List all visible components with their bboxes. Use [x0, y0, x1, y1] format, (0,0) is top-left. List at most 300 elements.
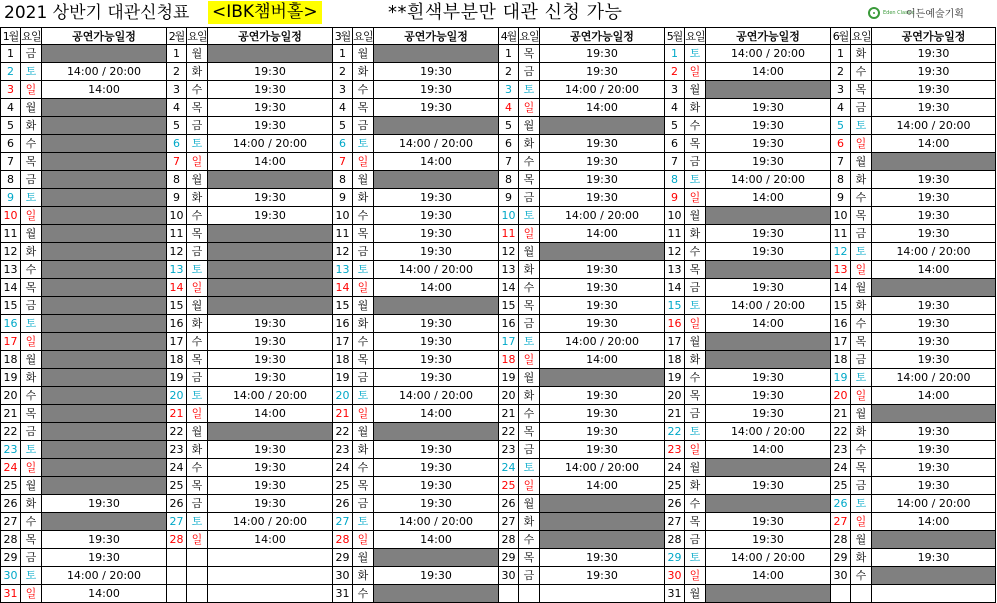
date-cell: 24 [167, 459, 187, 476]
blocked-slot-cell [42, 153, 166, 170]
available-slot-cell[interactable]: 14:00 [254, 407, 286, 420]
available-slot-cell[interactable]: 19:30 [586, 191, 618, 204]
weekday-cell: 금 [685, 153, 706, 170]
date-cell: 7 [333, 153, 353, 170]
date-cell: 9 [1, 189, 21, 206]
day-row [333, 135, 498, 153]
available-slot-cell[interactable]: 19:30 [420, 479, 452, 492]
day-row [831, 459, 995, 477]
month-header-row [1, 27, 166, 45]
date-cell: 24 [831, 459, 851, 476]
weekday-cell: 토 [851, 369, 872, 386]
company-logo [868, 5, 964, 20]
day-row [665, 423, 830, 441]
available-slot-cell[interactable]: 14:00 / 20:00 [730, 173, 806, 186]
available-slot-cell[interactable]: 19:30 [917, 101, 950, 114]
weekday-cell: 월 [519, 369, 540, 386]
day-row [167, 135, 332, 153]
day-row [1, 225, 166, 243]
weekday-cell: 월 [851, 153, 872, 170]
available-slot-cell[interactable]: 19:30 [88, 533, 120, 546]
date-cell: 3 [831, 81, 851, 98]
date-cell: 15 [831, 297, 851, 314]
date-cell: 22 [1, 423, 21, 440]
available-slot-cell[interactable]: 14:00 [254, 155, 286, 168]
day-row [665, 333, 830, 351]
sheet-header [0, 0, 997, 27]
available-slot-cell[interactable]: 19:30 [917, 443, 950, 456]
available-slot-cell[interactable]: 19:30 [420, 65, 452, 78]
weekday-cell: 수 [21, 387, 42, 404]
available-slot-cell[interactable]: 19:30 [752, 479, 784, 492]
available-slot-cell[interactable]: 19:30 [917, 317, 950, 330]
available-slot-cell[interactable]: 19:30 [752, 281, 784, 294]
day-row [1, 531, 166, 549]
slot-header: 공연가능일정 [736, 30, 800, 43]
available-slot-cell[interactable]: 14:00 [752, 569, 784, 582]
available-slot-cell[interactable]: 19:30 [420, 209, 452, 222]
available-slot-cell[interactable]: 19:30 [420, 461, 452, 474]
available-slot-cell[interactable]: 19:30 [586, 317, 618, 330]
date-cell: 21 [333, 405, 353, 422]
blocked-slot-cell [872, 279, 995, 296]
weekday-cell: 월 [685, 585, 706, 602]
available-slot-cell[interactable]: 19:30 [586, 263, 618, 276]
available-slot-cell[interactable]: 19:30 [420, 83, 452, 96]
date-cell: 29 [1, 549, 21, 566]
available-slot-cell[interactable]: 19:30 [917, 83, 950, 96]
available-slot-cell[interactable]: 19:30 [917, 65, 950, 78]
day-row [831, 513, 995, 531]
weekday-cell: 토 [187, 261, 208, 278]
available-slot-cell[interactable]: 19:30 [254, 443, 286, 456]
weekday-cell: 화 [187, 189, 208, 206]
date-cell: 14 [167, 279, 187, 296]
date-cell: 23 [831, 441, 851, 458]
available-slot-cell[interactable]: 19:30 [586, 425, 618, 438]
available-slot-cell[interactable]: 14:00 [917, 389, 950, 402]
day-row [499, 315, 664, 333]
available-slot-cell[interactable]: 19:30 [917, 353, 950, 366]
available-slot-cell[interactable]: 14:00 [752, 65, 784, 78]
available-slot-cell[interactable]: 14:00 [88, 587, 120, 600]
available-slot-cell[interactable]: 14:00 [752, 443, 784, 456]
available-slot-cell[interactable]: 19:30 [254, 461, 286, 474]
weekday-cell: 목 [685, 261, 706, 278]
day-row [1, 369, 166, 387]
available-slot-cell[interactable]: 19:30 [752, 371, 784, 384]
available-slot-cell[interactable]: 19:30 [917, 461, 950, 474]
available-slot-cell[interactable]: 19:30 [917, 47, 950, 60]
day-row [499, 207, 664, 225]
weekday-cell: 일 [519, 477, 540, 494]
available-slot-cell[interactable]: 14:00 [752, 191, 784, 204]
date-cell: 7 [831, 153, 851, 170]
available-slot-cell[interactable]: 14:00 / 20:00 [730, 47, 806, 60]
weekday-cell: 토 [519, 333, 540, 350]
available-slot-cell[interactable]: 14:00 / 20:00 [730, 299, 806, 312]
available-slot-cell[interactable]: 19:30 [254, 479, 286, 492]
date-cell: 26 [167, 495, 187, 512]
weekday-cell: 금 [187, 369, 208, 386]
available-slot-cell[interactable]: 19:30 [917, 551, 950, 564]
available-slot-cell[interactable]: 19:30 [586, 443, 618, 456]
weekday-cell: 토 [21, 441, 42, 458]
date-cell [167, 549, 187, 566]
day-row [831, 117, 995, 135]
day-row [665, 63, 830, 81]
available-slot-cell[interactable]: 19:30 [586, 155, 618, 168]
day-row [1, 189, 166, 207]
available-slot-cell[interactable]: 14:00 / 20:00 [398, 137, 474, 150]
available-slot-cell[interactable]: 19:30 [752, 155, 784, 168]
available-slot-cell[interactable]: 14:00 / 20:00 [66, 65, 142, 78]
weekday-cell: 토 [685, 549, 706, 566]
date-cell: 25 [831, 477, 851, 494]
day-row [1, 243, 166, 261]
date-cell: 7 [499, 153, 519, 170]
weekday-cell: 화 [353, 315, 374, 332]
available-slot-cell[interactable]: 19:30 [917, 227, 950, 240]
available-slot-cell[interactable]: 19:30 [420, 569, 452, 582]
available-slot-cell[interactable]: 19:30 [586, 299, 618, 312]
blocked-slot-cell [42, 351, 166, 368]
logo-subtext: Eden Classic [883, 9, 915, 16]
weekday-cell: 화 [685, 225, 706, 242]
weekday-cell: 화 [851, 171, 872, 188]
date-cell: 1 [665, 45, 685, 62]
available-slot-cell[interactable]: 19:30 [420, 191, 452, 204]
day-row [831, 153, 995, 171]
available-slot-cell[interactable]: 19:30 [752, 245, 784, 258]
available-slot-cell[interactable]: 19:30 [586, 137, 618, 150]
day-row [167, 297, 332, 315]
weekday-cell: 월 [851, 279, 872, 296]
day-row [333, 81, 498, 99]
day-row [665, 207, 830, 225]
available-slot-cell[interactable]: 19:30 [254, 101, 286, 114]
available-slot-cell[interactable]: 14:00 / 20:00 [564, 83, 640, 96]
available-slot-cell[interactable]: 19:30 [752, 389, 784, 402]
month-label: 6월 [831, 28, 851, 44]
date-cell: 1 [333, 45, 353, 62]
available-slot-cell[interactable]: 14:00 [586, 479, 618, 492]
day-row [665, 45, 830, 63]
available-slot-cell[interactable]: 19:30 [88, 497, 120, 510]
weekday-cell: 수 [685, 243, 706, 260]
available-slot-cell[interactable]: 14:00 / 20:00 [896, 497, 971, 510]
weekday-cell: 토 [851, 495, 872, 512]
available-slot-cell[interactable]: 19:30 [420, 245, 452, 258]
date-cell: 28 [333, 531, 353, 548]
date-cell: 23 [665, 441, 685, 458]
available-slot-cell[interactable]: 14:00 [586, 353, 618, 366]
date-cell: 15 [665, 297, 685, 314]
available-slot-cell[interactable]: 14:00 [586, 227, 618, 240]
date-cell: 13 [831, 261, 851, 278]
weekday-cell: 일 [685, 63, 706, 80]
blocked-slot-cell [42, 279, 166, 296]
available-slot-cell[interactable]: 19:30 [420, 443, 452, 456]
weekday-cell: 금 [519, 567, 540, 584]
weekday-cell: 월 [685, 333, 706, 350]
weekday-cell: 화 [851, 297, 872, 314]
available-slot-cell[interactable]: 19:30 [254, 353, 286, 366]
date-cell: 22 [665, 423, 685, 440]
available-slot-cell[interactable]: 19:30 [420, 497, 452, 510]
date-cell: 17 [665, 333, 685, 350]
available-slot-cell[interactable]: 19:30 [917, 191, 950, 204]
available-slot-cell[interactable]: 19:30 [254, 335, 286, 348]
available-slot-cell[interactable]: 19:30 [917, 173, 950, 186]
weekday-cell: 화 [519, 135, 540, 152]
day-row [831, 387, 995, 405]
available-slot-cell[interactable]: 14:00 / 20:00 [896, 371, 971, 384]
available-slot-cell[interactable]: 19:30 [254, 317, 286, 330]
available-slot-cell[interactable]: 19:30 [586, 407, 618, 420]
date-cell: 18 [831, 351, 851, 368]
weekday-cell [187, 549, 208, 566]
available-slot-cell[interactable]: 14:00 / 20:00 [730, 551, 806, 564]
weekday-cell: 월 [353, 171, 374, 188]
sheet-title: 2021 상반기 대관신청표 [4, 3, 190, 23]
available-slot-cell[interactable]: 14:00 / 20:00 [398, 515, 474, 528]
available-slot-cell[interactable]: 14:00 / 20:00 [564, 461, 640, 474]
date-cell: 8 [665, 171, 685, 188]
weekday-cell: 금 [187, 117, 208, 134]
date-cell [499, 585, 519, 602]
available-slot-cell[interactable]: 14:00 / 20:00 [66, 569, 142, 582]
day-row [167, 549, 332, 567]
available-slot-cell[interactable]: 19:30 [752, 119, 784, 132]
available-slot-cell[interactable]: 19:30 [586, 551, 618, 564]
date-cell: 24 [665, 459, 685, 476]
weekday-cell: 월 [353, 549, 374, 566]
date-cell: 9 [167, 189, 187, 206]
date-cell: 6 [1, 135, 21, 152]
day-row [333, 477, 498, 495]
month-column [332, 27, 498, 603]
date-cell: 27 [499, 513, 519, 530]
available-slot-cell[interactable]: 19:30 [254, 209, 286, 222]
available-slot-cell[interactable]: 19:30 [254, 83, 286, 96]
date-cell: 25 [333, 477, 353, 494]
available-slot-cell[interactable]: 19:30 [752, 515, 784, 528]
available-slot-cell[interactable]: 19:30 [254, 119, 286, 132]
available-slot-cell[interactable]: 14:00 / 20:00 [232, 389, 308, 402]
weekday-cell: 토 [21, 567, 42, 584]
date-cell: 19 [1, 369, 21, 386]
date-cell: 15 [333, 297, 353, 314]
weekday-cell: 화 [685, 99, 706, 116]
available-slot-cell[interactable]: 19:30 [917, 335, 950, 348]
blocked-slot-cell [42, 243, 166, 260]
day-row [499, 117, 664, 135]
weekday-cell: 화 [353, 567, 374, 584]
blocked-slot-cell [872, 405, 995, 422]
weekday-cell: 수 [187, 207, 208, 224]
available-slot-cell[interactable]: 14:00 [88, 83, 120, 96]
available-slot-cell[interactable]: 19:30 [917, 479, 950, 492]
blocked-slot-cell [208, 423, 332, 440]
available-slot-cell[interactable]: 14:00 / 20:00 [398, 263, 474, 276]
date-cell: 17 [333, 333, 353, 350]
date-cell: 9 [499, 189, 519, 206]
date-cell: 21 [665, 405, 685, 422]
available-slot-cell[interactable]: 19:30 [420, 101, 452, 114]
weekday-cell: 일 [21, 207, 42, 224]
available-slot-cell[interactable]: 14:00 [420, 281, 452, 294]
month-header-row [499, 27, 664, 45]
available-slot-cell[interactable]: 14:00 / 20:00 [730, 425, 806, 438]
weekday-cell: 수 [519, 279, 540, 296]
available-slot-cell[interactable]: 19:30 [420, 335, 452, 348]
date-cell: 8 [499, 171, 519, 188]
available-slot-cell[interactable]: 14:00 / 20:00 [232, 137, 308, 150]
weekday-cell: 목 [519, 45, 540, 62]
weekday-cell: 수 [519, 153, 540, 170]
available-slot-cell[interactable]: 19:30 [586, 173, 618, 186]
date-cell: 31 [1, 585, 21, 602]
weekday-header: 요일 [685, 30, 705, 43]
available-slot-cell[interactable]: 19:30 [917, 299, 950, 312]
available-slot-cell[interactable]: 19:30 [752, 101, 784, 114]
available-slot-cell[interactable]: 19:30 [752, 227, 784, 240]
available-slot-cell[interactable]: 19:30 [420, 371, 452, 384]
available-slot-cell[interactable]: 14:00 / 20:00 [564, 335, 640, 348]
date-cell [831, 585, 851, 602]
day-row [665, 567, 830, 585]
available-slot-cell[interactable]: 19:30 [254, 371, 286, 384]
available-slot-cell[interactable]: 14:00 / 20:00 [896, 119, 971, 132]
day-row [665, 405, 830, 423]
date-cell: 13 [1, 261, 21, 278]
blocked-slot-cell [374, 297, 498, 314]
available-slot-cell[interactable]: 14:00 / 20:00 [896, 245, 971, 258]
available-slot-cell[interactable]: 19:30 [917, 425, 950, 438]
available-slot-cell[interactable]: 14:00 [420, 407, 452, 420]
available-slot-cell[interactable]: 19:30 [254, 191, 286, 204]
available-slot-cell[interactable]: 14:00 [917, 515, 950, 528]
weekday-cell: 토 [685, 423, 706, 440]
date-cell: 11 [831, 225, 851, 242]
weekday-cell [519, 585, 540, 602]
available-slot-cell[interactable]: 19:30 [420, 317, 452, 330]
weekday-cell: 토 [353, 261, 374, 278]
weekday-cell: 수 [21, 513, 42, 530]
day-row [167, 45, 332, 63]
available-slot-cell[interactable]: 14:00 / 20:00 [398, 389, 474, 402]
day-row [333, 495, 498, 513]
weekday-cell: 일 [685, 441, 706, 458]
weekday-cell: 금 [519, 63, 540, 80]
weekday-header: 요일 [851, 30, 871, 43]
available-slot-cell[interactable]: 14:00 [254, 533, 286, 546]
available-slot-cell[interactable]: 19:30 [752, 137, 784, 150]
available-slot-cell[interactable]: 19:30 [752, 407, 784, 420]
available-slot-cell[interactable]: 19:30 [88, 551, 120, 564]
date-cell: 13 [333, 261, 353, 278]
day-row [831, 585, 995, 603]
day-row [831, 63, 995, 81]
available-slot-cell[interactable]: 14:00 [420, 155, 452, 168]
weekday-cell: 수 [685, 369, 706, 386]
date-cell: 23 [167, 441, 187, 458]
available-slot-cell[interactable]: 14:00 [586, 101, 618, 114]
weekday-cell: 금 [21, 171, 42, 188]
weekday-cell: 일 [187, 279, 208, 296]
date-cell: 7 [167, 153, 187, 170]
available-slot-cell[interactable]: 19:30 [752, 533, 784, 546]
day-row [499, 495, 664, 513]
blocked-slot-cell [706, 459, 830, 476]
availability-notice: **흰색부분만 대관 신청 가능 [388, 2, 623, 23]
day-row [831, 441, 995, 459]
available-slot-cell[interactable]: 19:30 [254, 497, 286, 510]
available-slot-cell[interactable]: 14:00 [917, 263, 950, 276]
day-row [333, 531, 498, 549]
date-cell: 4 [665, 99, 685, 116]
day-row [167, 351, 332, 369]
date-cell: 3 [167, 81, 187, 98]
weekday-cell: 토 [187, 135, 208, 152]
available-slot-cell[interactable]: 19:30 [586, 47, 618, 60]
available-slot-cell[interactable]: 19:30 [586, 569, 618, 582]
weekday-cell: 목 [353, 477, 374, 494]
date-cell: 12 [665, 243, 685, 260]
blocked-slot-cell [540, 495, 664, 512]
day-row [167, 315, 332, 333]
date-cell: 16 [665, 315, 685, 332]
date-cell: 12 [1, 243, 21, 260]
date-cell: 16 [499, 315, 519, 332]
date-cell: 19 [831, 369, 851, 386]
available-slot-cell[interactable]: 19:30 [420, 227, 452, 240]
available-slot-cell[interactable]: 19:30 [586, 281, 618, 294]
date-cell: 22 [167, 423, 187, 440]
day-row [665, 531, 830, 549]
weekday-cell: 일 [21, 81, 42, 98]
day-row [499, 531, 664, 549]
day-row [333, 207, 498, 225]
date-cell: 12 [831, 243, 851, 260]
available-slot-cell[interactable]: 14:00 [752, 317, 784, 330]
available-slot-cell[interactable]: 14:00 [917, 137, 950, 150]
weekday-cell: 목 [685, 135, 706, 152]
available-slot-cell[interactable]: 14:00 / 20:00 [232, 515, 308, 528]
month-header-row [167, 27, 332, 45]
weekday-cell: 수 [519, 531, 540, 548]
available-slot-cell[interactable]: 19:30 [586, 389, 618, 402]
logo-text: 이든예술기획 [906, 9, 964, 20]
available-slot-cell[interactable]: 19:30 [420, 353, 452, 366]
day-row [499, 153, 664, 171]
date-cell: 27 [167, 513, 187, 530]
date-cell: 20 [499, 387, 519, 404]
date-cell: 6 [333, 135, 353, 152]
available-slot-cell[interactable]: 19:30 [254, 65, 286, 78]
available-slot-cell[interactable]: 19:30 [917, 209, 950, 222]
available-slot-cell[interactable]: 14:00 [420, 533, 452, 546]
available-slot-cell[interactable]: 14:00 / 20:00 [564, 209, 640, 222]
date-cell: 6 [499, 135, 519, 152]
day-row [1, 549, 166, 567]
slot-header: 공연가능일정 [238, 30, 302, 43]
day-row [1, 585, 166, 603]
weekday-cell: 월 [519, 117, 540, 134]
month-label: 2월 [167, 28, 187, 44]
available-slot-cell[interactable]: 19:30 [586, 65, 618, 78]
